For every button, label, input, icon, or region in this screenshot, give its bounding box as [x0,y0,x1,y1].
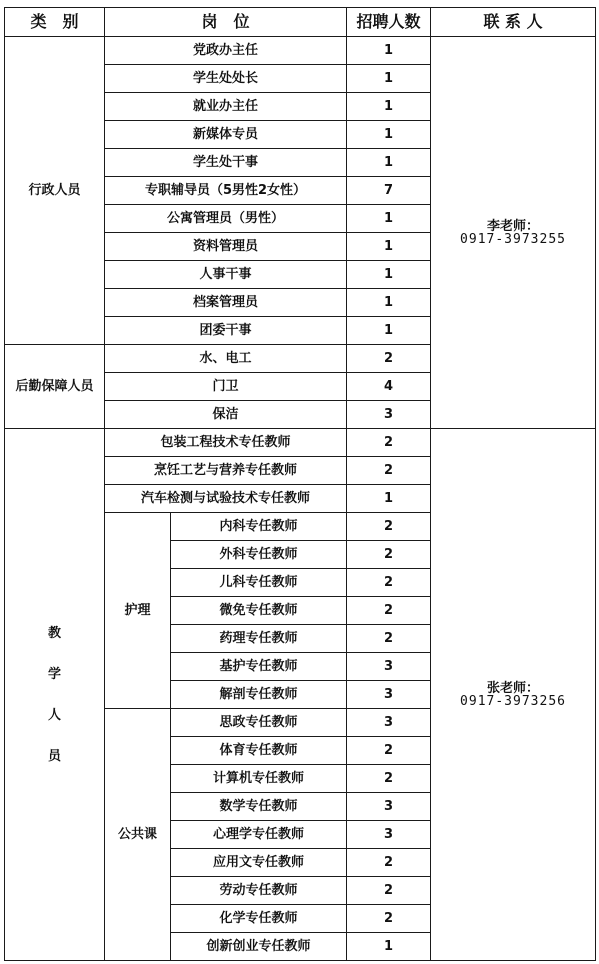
contact-phone: 0917-3973255 [460,231,566,247]
table-row [5,429,596,457]
subcategory-nursing: 护理 [105,513,171,709]
count-cell: 1 [347,317,431,345]
count-cell: 2 [347,737,431,765]
position-cell: 新媒体专员 [105,121,347,149]
position-cell: 数学专任教师 [171,793,347,821]
position-cell: 汽车检测与试验技术专任教师 [105,485,347,513]
count-cell: 1 [347,93,431,121]
position-cell: 化学专任教师 [171,905,347,933]
count-cell: 1 [347,205,431,233]
table-row [5,37,596,65]
subcategory-public: 公共课 [105,709,171,961]
header-count: 招聘人数 [347,8,431,37]
count-cell: 1 [347,233,431,261]
position-cell: 劳动专任教师 [171,877,347,905]
category-teaching-char: 人 [47,707,61,723]
position-cell: 人事干事 [105,261,347,289]
header-position: 岗 位 [105,8,347,37]
count-cell: 4 [347,373,431,401]
position-cell: 保洁 [105,401,347,429]
count-cell: 3 [347,401,431,429]
count-cell: 1 [347,933,431,961]
position-cell: 儿科专任教师 [171,569,347,597]
count-cell: 1 [347,261,431,289]
count-cell: 1 [347,485,431,513]
count-cell: 2 [347,625,431,653]
count-cell: 2 [347,345,431,373]
count-cell: 1 [347,149,431,177]
count-cell: 1 [347,289,431,317]
position-cell: 计算机专任教师 [171,765,347,793]
category-teaching [5,429,105,961]
count-cell: 2 [347,429,431,457]
contact-phone: 0917-3973256 [460,693,566,709]
contact-cell [431,429,596,961]
count-cell: 2 [347,849,431,877]
position-cell: 内科专任教师 [171,513,347,541]
count-cell: 1 [347,37,431,65]
position-cell: 微免专任教师 [171,597,347,625]
category-teaching-char: 学 [47,666,61,682]
position-cell: 外科专任教师 [171,541,347,569]
contact-cell [431,37,596,429]
contact-name: 张老师： [487,680,540,696]
position-cell: 资料管理员 [105,233,347,261]
position-cell: 就业办主任 [105,93,347,121]
position-cell: 心理学专任教师 [171,821,347,849]
count-cell: 2 [347,597,431,625]
count-cell: 3 [347,681,431,709]
position-cell: 党政办主任 [105,37,347,65]
position-cell: 思政专任教师 [171,709,347,737]
count-cell: 3 [347,793,431,821]
header-contact: 联 系 人 [431,8,596,37]
count-cell: 2 [347,877,431,905]
count-cell: 3 [347,709,431,737]
count-cell: 3 [347,821,431,849]
position-cell: 档案管理员 [105,289,347,317]
count-cell: 2 [347,457,431,485]
count-cell: 2 [347,513,431,541]
position-cell: 创新创业专任教师 [171,933,347,961]
count-cell: 2 [347,765,431,793]
position-cell: 团委干事 [105,317,347,345]
position-cell: 体育专任教师 [171,737,347,765]
count-cell: 2 [347,541,431,569]
position-cell: 应用文专任教师 [171,849,347,877]
contact-name: 李老师： [487,218,540,234]
position-cell: 基护专任教师 [171,653,347,681]
count-cell: 7 [347,177,431,205]
category-teaching-char: 员 [47,748,61,764]
recruitment-table [4,7,596,961]
count-cell: 2 [347,569,431,597]
count-cell: 2 [347,905,431,933]
position-cell: 学生处干事 [105,149,347,177]
position-cell: 解剖专任教师 [171,681,347,709]
position-cell: 水、电工 [105,345,347,373]
position-cell: 学生处处长 [105,65,347,93]
position-cell: 公寓管理员（男性） [105,205,347,233]
position-cell: 包装工程技术专任教师 [105,429,347,457]
position-cell: 烹饪工艺与营养专任教师 [105,457,347,485]
count-cell: 1 [347,65,431,93]
category-logistics: 后勤保障人员 [5,345,105,429]
header-row [5,8,596,37]
category-teaching-char: 教 [47,625,61,641]
position-cell: 门卫 [105,373,347,401]
count-cell: 3 [347,653,431,681]
position-cell: 专职辅导员（5男性2女性） [105,177,347,205]
count-cell: 1 [347,121,431,149]
category-admin: 行政人员 [5,37,105,345]
header-category: 类 别 [5,8,105,37]
recruitment-table-body [5,8,596,961]
position-cell: 药理专任教师 [171,625,347,653]
